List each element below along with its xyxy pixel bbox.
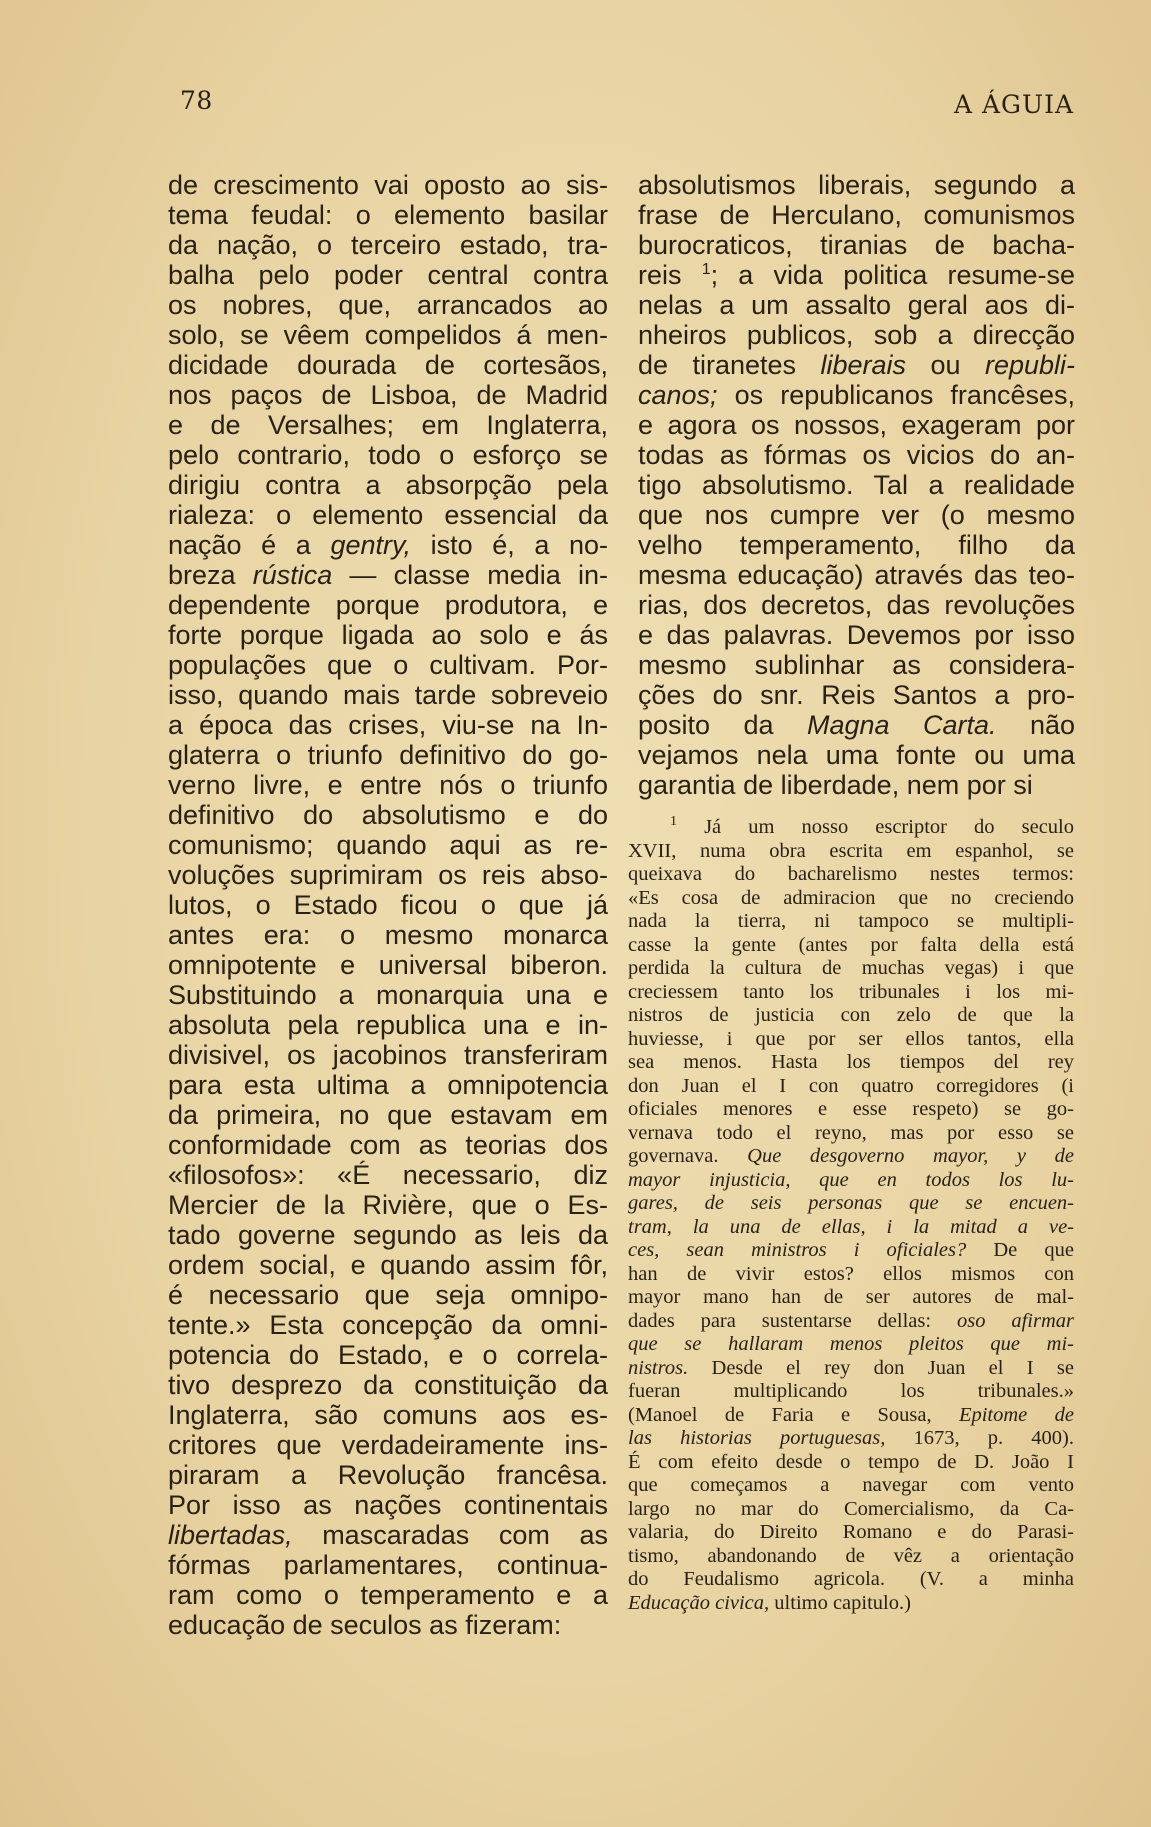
- italic-text: oso afirmar: [956, 1309, 1074, 1332]
- right-column-line: canos; os republicanos francêses,: [638, 380, 1075, 410]
- left-column-line: é necessario que seja omnipo-: [168, 1280, 608, 1310]
- footnote-line: perdida la cultura de muchas vegas) i que: [628, 957, 1074, 979]
- running-head: A ÁGUIA: [953, 90, 1074, 119]
- footnote-line: XVII, numa obra escrita em espanhol, se: [628, 839, 1074, 862]
- footnote: [628, 816, 1074, 1615]
- left-column-line: e de Versalhes; em Inglaterra,: [168, 410, 608, 440]
- left-column-line: nos paços de Lisboa, de Madrid: [168, 380, 608, 410]
- left-column-line: ordem social, e quando assim fôr,: [168, 1250, 608, 1280]
- footnote-marker: 1: [701, 261, 711, 278]
- right-column-line: e das palavras. Devemos por isso: [638, 620, 1075, 650]
- left-column-line: conformidade com as teorias dos: [168, 1130, 608, 1160]
- right-text-column: [638, 170, 1075, 800]
- footnote-line: que começamos a navegar com vento: [628, 1474, 1074, 1496]
- left-column-line: dicidade dourada de cortesãos,: [168, 350, 608, 380]
- right-column-line: mesma educação) através das teo-: [638, 560, 1075, 590]
- right-column-line: posito da Magna Carta. não: [638, 710, 1075, 740]
- footnote-line: $^1$ Já um nosso escriptor do seculo: [670, 814, 1074, 838]
- footnote-line: las historias portuguesas, 1673, p. 400).: [628, 1427, 1075, 1449]
- footnote-line: [628, 1169, 1074, 1193]
- right-column-line: garantia de liberdade, nem por si: [638, 770, 1033, 800]
- footnote-line: nada la tierra, ni tampoco se multipli-: [628, 910, 1074, 932]
- footnote-line: huviesse, i que por ser ellos tantos, ella: [628, 1027, 1074, 1050]
- right-column-line: vejamos nela uma fonte ou uma: [638, 740, 1075, 770]
- footnote-line: «Es cosa de admiracion que no creciendo: [628, 886, 1074, 909]
- left-column-line: educação de seculos as fizeram:: [168, 1610, 562, 1640]
- left-column-line: piraram a Revolução francêsa.: [168, 1460, 608, 1490]
- footnote-line: nistros de justicia con zelo de que la: [628, 1004, 1074, 1026]
- left-column-line: dependente porque produtora, e: [168, 590, 608, 620]
- right-column-line: de tiranetes liberais ou republi-: [638, 350, 1075, 380]
- italic-text: canos;: [638, 380, 718, 410]
- left-column-line: verno livre, e entre nós o triunfo: [168, 770, 608, 800]
- right-column-line: velho temperamento, filho da: [638, 530, 1075, 560]
- footnote-line: dades para sustentarse dellas: oso afirmar: [628, 1309, 1074, 1332]
- left-column-line: «filosofos»: «É necessario, diz: [168, 1160, 608, 1190]
- footnote-line: ces, sean ministros i oficiales? De que: [628, 1239, 1074, 1261]
- footnote-line: sea menos. Hasta los tiempos del rey: [628, 1051, 1074, 1073]
- left-column-line: libertadas, mascaradas com as: [168, 1520, 608, 1550]
- italic-text: nistros.: [628, 1356, 689, 1379]
- left-column-line: Inglaterra, são comuns aos es-: [168, 1400, 608, 1430]
- left-column-line: isso, quando mais tarde sobreveio: [168, 680, 608, 710]
- right-column-line: frase de Herculano, comunismos: [638, 200, 1075, 230]
- left-column-line: pelo contrario, todo o esforço se: [168, 440, 608, 470]
- italic-text: gares, de seis personas que se encuen-: [628, 1192, 1074, 1214]
- right-column-line: e agora os nossos, exageram por: [638, 410, 1075, 440]
- left-column-line: de crescimento vai oposto ao sis-: [168, 170, 608, 200]
- footnote-line: vernava todo el reyno, mas por esso se: [628, 1121, 1074, 1144]
- left-column-line: da primeira, no que estavam em: [168, 1100, 608, 1130]
- footnote-line: queixava do bacharelismo nestes termos:: [628, 863, 1074, 885]
- right-column-line: que nos cumpre ver (o mesmo: [638, 500, 1075, 530]
- left-column-line: da nação, o terceiro estado, tra-: [168, 230, 608, 260]
- italic-text: Educação civica,: [628, 1591, 770, 1614]
- italic-text: republi-: [984, 350, 1075, 380]
- right-column-line: burocraticos, tiranias de bacha-: [638, 230, 1075, 260]
- left-column-line: Mercier de la Rivière, que o Es-: [168, 1190, 608, 1220]
- left-column-line: Substituindo a monarquia una e: [168, 980, 608, 1010]
- left-column-line: a época das crises, viu-se na In-: [168, 710, 608, 740]
- left-column-line: potencia do Estado, e o correla-: [168, 1340, 608, 1370]
- footnote-line: Educação civica, ultimo capitulo.): [628, 1591, 911, 1614]
- right-column-line: todas as fórmas os vicios do an-: [638, 440, 1075, 470]
- footnote-line: largo no mar do Comercialismo, da Ca-: [628, 1497, 1074, 1520]
- footnote-line: fueran multiplicando los tribunales.»: [628, 1380, 1074, 1402]
- italic-text: las historias portuguesas,: [628, 1427, 886, 1449]
- left-column-line: comunismo; quando aqui as re-: [168, 830, 608, 860]
- left-column-line: divisivel, os jacobinos transferiram: [168, 1040, 608, 1070]
- footnote-line: É com efeito desde o tempo de D. João I: [628, 1450, 1074, 1473]
- left-column-line: tivo desprezo da constituição da: [168, 1370, 608, 1400]
- footnote-line: nistros. Desde el rey don Juan el I se: [628, 1356, 1074, 1379]
- italic-text: mayor injusticia, que en todos los lu-: [628, 1168, 1074, 1191]
- italic-text: que se hallaram menos pleitos que mi-: [628, 1333, 1074, 1355]
- footnote-marker: 1: [670, 814, 677, 830]
- footnote-line: oficiales menores e esse respeto) se go-: [628, 1098, 1074, 1120]
- footnote-line: casse la gente (antes por falta della está: [628, 933, 1074, 956]
- footnote-line: mayor mano han de ser autores de mal-: [628, 1286, 1074, 1308]
- footnote-line: (Manoel de Faria e Sousa, Epitome de: [628, 1403, 1075, 1426]
- footnote-line: valaria, do Direito Romano e do Parasi-: [628, 1521, 1074, 1543]
- left-column-line: rialeza: o elemento essencial da: [168, 500, 608, 530]
- footnote-line: governava. Que desgoverno mayor, y de: [628, 1145, 1075, 1167]
- footnote-line: han de vivir estos? ellos mismos con: [628, 1262, 1074, 1285]
- footnote-line: [628, 1216, 1074, 1240]
- italic-text: libertadas,: [168, 1520, 293, 1550]
- left-column-line: glaterra o triunfo definitivo do go-: [168, 740, 608, 770]
- left-column-line: absoluta pela republica una e in-: [168, 1010, 608, 1040]
- italic-text: liberais: [820, 350, 907, 380]
- italic-text: Epitome de: [958, 1403, 1075, 1426]
- footnote-line: don Juan el I con quatro corregidores (i: [628, 1074, 1074, 1097]
- footnote-line: tismo, abandonando de vêz a orientação: [628, 1544, 1074, 1567]
- right-column-line: tigo absolutismo. Tal a realidade: [638, 470, 1075, 500]
- left-column-line: antes era: o mesmo monarca: [168, 920, 608, 950]
- left-column-line: solo, se vêem compelidos á men-: [168, 320, 608, 350]
- footnote-line: creciessem tanto los tribunales i los mi-: [628, 980, 1074, 1003]
- italic-text: gentry,: [330, 530, 411, 560]
- left-column-line: balha pelo poder central contra: [168, 260, 608, 290]
- right-column-line: absolutismos liberais, segundo a: [638, 170, 1075, 200]
- left-column-line: fórmas parlamentares, continua-: [168, 1550, 608, 1580]
- left-column-line: definitivo do absolutismo e do: [168, 800, 608, 830]
- italic-text: ces, sean ministros i oficiales?: [628, 1239, 967, 1261]
- left-column-line: omnipotente e universal biberon.: [168, 950, 608, 980]
- left-column-line: Por isso as nações continentais: [168, 1490, 608, 1520]
- left-column-line: tema feudal: o elemento basilar: [168, 200, 608, 230]
- right-column-line: mesmo sublinhar as considera-: [638, 650, 1075, 680]
- left-column-line: forte porque ligada ao solo e ás: [168, 620, 608, 650]
- footnote-line: do Feudalismo agricola. (V. a minha: [628, 1568, 1074, 1590]
- right-column-line: reis $^1$; a vida politica resume-se: [638, 260, 1075, 290]
- left-column-line: lutos, o Estado ficou o que já: [168, 890, 608, 920]
- italic-text: Magna Carta.: [806, 710, 997, 740]
- right-column-line: rias, dos decretos, das revoluções: [638, 590, 1075, 620]
- footnote-line: [628, 1333, 1074, 1357]
- left-text-column: [168, 170, 608, 1640]
- right-column-line: ções do snr. Reis Santos a pro-: [638, 680, 1075, 710]
- left-column-line: ram como o temperamento e a: [168, 1580, 608, 1610]
- right-column-line: nheiros publicos, sob a direcção: [638, 320, 1075, 350]
- page-number: 78: [180, 86, 213, 115]
- left-column-line: tado governe segundo as leis da: [168, 1220, 608, 1250]
- italic-text: Que desgoverno mayor, y de: [747, 1145, 1075, 1167]
- left-column-line: tente.» Esta concepção da omni-: [168, 1310, 608, 1340]
- left-column-line: dirigiu contra a absorpção pela: [168, 470, 608, 500]
- italic-text: tram, la una de ellas, i la mitad a ve-: [628, 1215, 1074, 1238]
- italic-text: rústica: [252, 560, 333, 590]
- left-column-line: breza rústica — classe media in-: [168, 560, 608, 590]
- left-column-line: para esta ultima a omnipotencia: [168, 1070, 608, 1100]
- left-column-line: os nobres, que, arrancados ao: [168, 290, 608, 320]
- left-column-line: nação é a gentry, isto é, a no-: [168, 530, 608, 560]
- left-column-line: populações que o cultivam. Por-: [168, 650, 608, 680]
- right-column-line: nelas a um assalto geral aos di-: [638, 290, 1075, 320]
- left-column-line: voluções suprimiram os reis abso-: [168, 860, 608, 890]
- left-column-line: critores que verdadeiramente ins-: [168, 1430, 608, 1460]
- footnote-line: [628, 1192, 1074, 1216]
